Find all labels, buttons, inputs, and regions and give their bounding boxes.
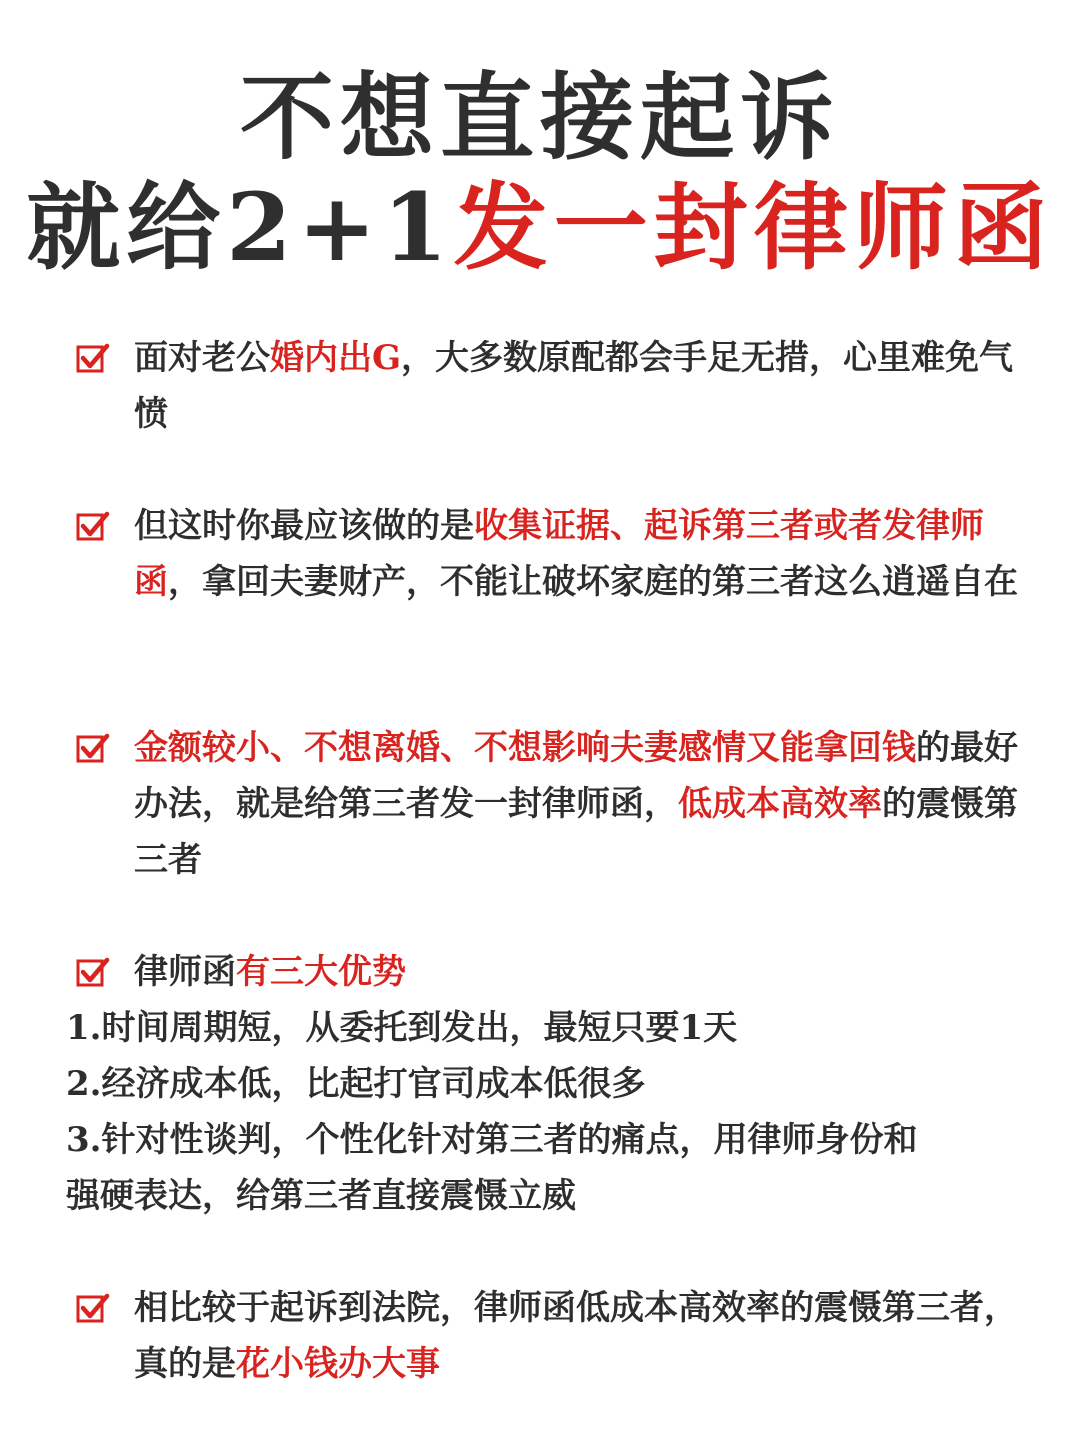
- paragraph-4: [76, 944, 1036, 1000]
- advantages-list: [66, 1000, 1026, 1224]
- p2-text-a: 但这时你最应该做的是: [134, 506, 474, 546]
- paragraph-5: [76, 1280, 1036, 1392]
- check-box-icon: [76, 731, 110, 765]
- p3-text-d: 的震慑第三者: [134, 784, 1018, 880]
- p1-text-a: 面对老公: [134, 338, 270, 378]
- title-line-2-dark: 就给2+1: [26, 173, 454, 283]
- paragraph-3: [76, 720, 1036, 888]
- p1-highlight: 婚内出G: [270, 338, 402, 378]
- check-box-icon: [76, 509, 110, 543]
- title-line-2-red: 发一封律师函: [453, 173, 1054, 283]
- title-line-1: 不想直接起诉: [239, 63, 840, 173]
- paragraph-1: [76, 330, 1036, 442]
- list-item: 1.时间周期短，从委托到发出，最短只要1天: [66, 1008, 738, 1048]
- p2-text-c: ，拿回夫妻财产，不能让破坏家庭的第三者这么逍遥自在: [168, 562, 1018, 602]
- p1-text-c: ，大多数原配都会手足无措，心里难免气愤: [134, 338, 1014, 434]
- check-box-icon: [76, 341, 110, 375]
- p4-highlight: 有三大优势: [236, 952, 406, 992]
- title-line-2: [0, 172, 1080, 284]
- p3-highlight-c: 低成本高效率: [678, 784, 882, 824]
- list-item: 强硬表达，给第三者直接震慑立威: [66, 1176, 576, 1216]
- p3-text-b: 的最好办法，就是给第三者发一封律师函，: [134, 728, 1018, 824]
- p4-text-a: 律师函: [134, 952, 236, 992]
- list-item: 2.经济成本低，比起打官司成本低很多: [66, 1064, 646, 1104]
- p5-highlight: 花小钱办大事: [236, 1344, 440, 1384]
- check-box-icon: [76, 1291, 110, 1325]
- paragraph-2: [76, 498, 1036, 610]
- p5-text-a: 相比较于起诉到法院，律师函低成本高效率的震慑第三者，真的是: [134, 1288, 1018, 1384]
- p3-highlight-a: 金额较小、不想离婚、不想影响夫妻感情又能拿回钱: [134, 728, 916, 768]
- check-box-icon: [76, 955, 110, 989]
- list-item: 3.针对性谈判，个性化针对第三者的痛点，用律师身份和: [66, 1120, 918, 1160]
- p2-highlight: 收集证据、起诉第三者或者发律师函: [134, 506, 984, 602]
